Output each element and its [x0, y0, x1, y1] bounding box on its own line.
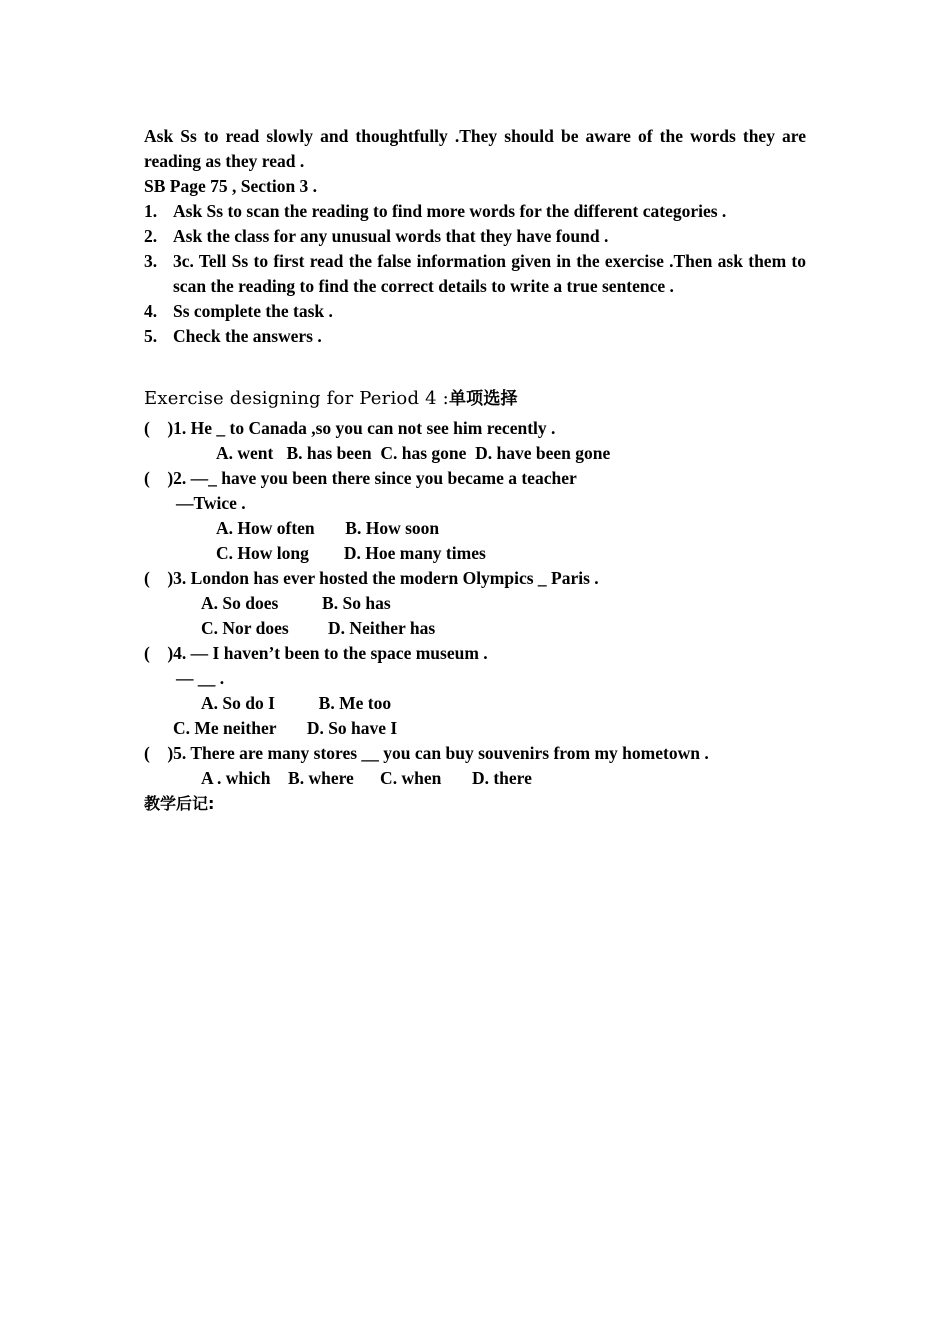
question-3-options-b: C. Nor does D. Neither has [201, 618, 436, 638]
list-item: 5. Check the answers . [144, 326, 322, 346]
question-4: ( )4. — I haven’t been to the space museum . [144, 643, 488, 663]
list-item: 1. Ask Ss to scan the reading to find more words for the different categories . [144, 201, 727, 221]
question-4-options-b: C. Me neither D. So have I [173, 718, 398, 738]
sb-page-reference: SB Page 75 , Section 3 . [144, 176, 318, 196]
document-page [144, 124, 806, 816]
question-3: ( )3. London has ever hosted the modern Olympics _ Paris . [144, 568, 599, 588]
exercise-heading-cn: 单项选择 [448, 389, 518, 409]
question-1: ( )1. He _ to Canada ,so you can not see him recently . [144, 418, 556, 438]
exercise-heading: Exercise designing for Period 4 :单项选择 [144, 388, 518, 409]
list-item: 2. Ask the class for any unusual words that they have found . [144, 226, 609, 246]
question-5: ( )5. There are many stores __ you can buy souvenirs from my hometown . [144, 743, 709, 763]
list-item: 3. 3c. Tell Ss to first read the false information given in the exercise .Then ask them to scan the reading to find the correct details to write a true sentence . [144, 251, 806, 296]
intro-paragraph: Ask Ss to read slowly and thoughtfully .They should be aware of the words they are reading as they read . [144, 126, 806, 171]
steps-list [144, 199, 806, 349]
afterword-label: 教学后记: [144, 794, 215, 813]
question-3-options-a: A. So does B. So has [201, 593, 391, 613]
question-2-reply: —Twice . [176, 493, 246, 513]
question-4-reply: — __ . [176, 668, 225, 688]
question-1-options: A. went B. has been C. has gone D. have been gone [216, 443, 611, 463]
question-2-options-a: A. How often B. How soon [216, 518, 440, 538]
question-2: ( )2. —_ have you been there since you became a teacher [144, 468, 577, 488]
question-2-options-b: C. How long D. Hoe many times [216, 543, 486, 563]
list-item: 4. Ss complete the task . [144, 301, 333, 321]
question-5-options: A . which B. where C. when D. there [201, 768, 532, 788]
question-4-options-a: A. So do I B. Me too [201, 693, 392, 713]
